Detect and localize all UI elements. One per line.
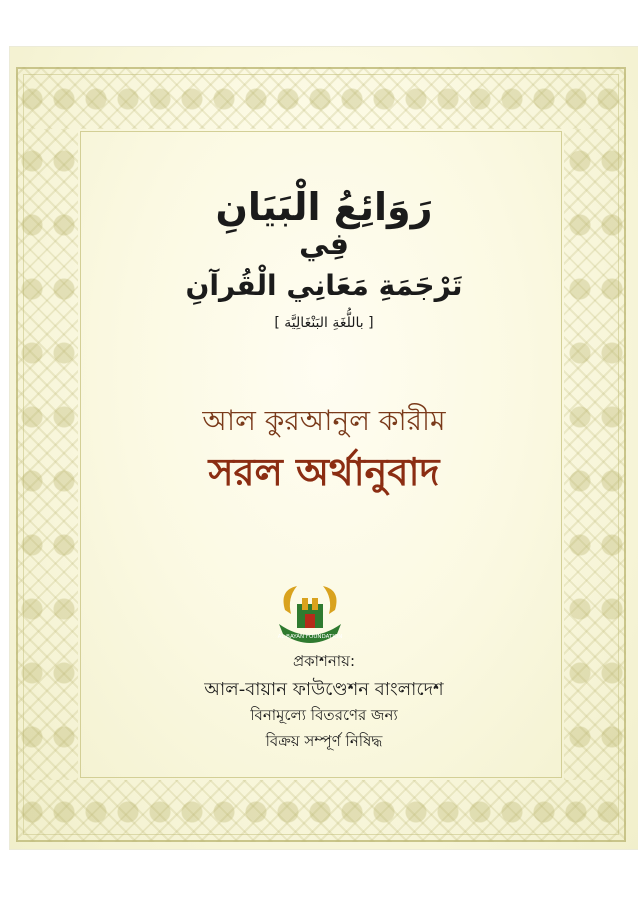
main-title: সরল অর্থানুবাদ (208, 450, 440, 494)
quran-label: আল কুরআনুল কারীম (202, 404, 446, 437)
arabic-title: رَوَائِعُ الْبَيَانِ (215, 185, 433, 229)
al-bayan-foundation-logo (275, 580, 345, 650)
arabic-language-note: [ باللُّغَةِ البَنْغَالِيَّة ] (274, 315, 374, 331)
free-distribution-note: বিনামূল্যে বিতরণের জন্য (250, 706, 398, 724)
sale-prohibited-note: বিক্রয় সম্পূর্ণ নিষিদ্ধ (265, 732, 383, 750)
publisher-label: প্রকাশনায়: (292, 652, 356, 670)
publisher-name: আল-বায়ান ফাউণ্ডেশন বাংলাদেশ (204, 679, 444, 700)
cover-page (10, 47, 638, 849)
arabic-subtitle: تَرْجَمَةِ مَعَانِي الْقُرآنِ (185, 269, 463, 302)
ornament-band-bottom (16, 780, 626, 842)
arabic-fi: فِي (299, 227, 349, 262)
logo-text: AL BAYAN FOUNDATION (277, 634, 343, 640)
ornament-band-top (16, 67, 626, 129)
